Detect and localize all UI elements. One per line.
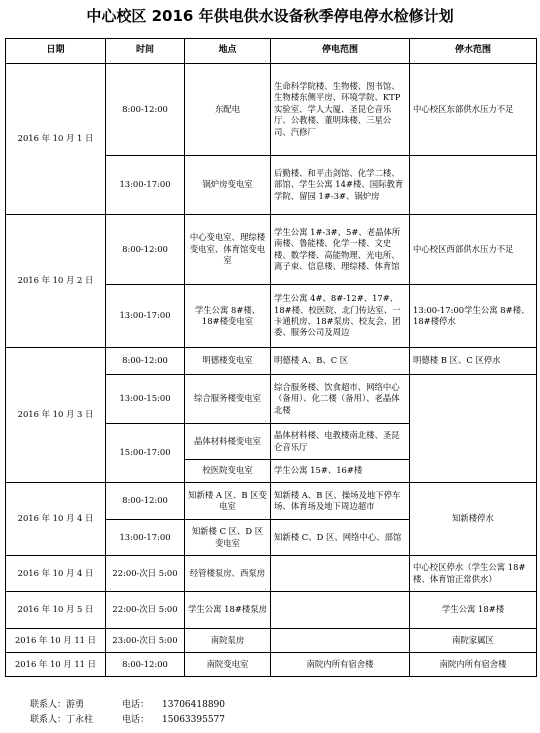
page-title: 中心校区 2016 年供电供水设备秋季停电停水检修计划 [86, 7, 454, 25]
place-cell: 知新楼 A 区、B 区变电室 [185, 483, 271, 520]
power-range-cell: 知新楼 A、B 区、操场及地下停车场、体育场及地下周边超市 [271, 483, 410, 520]
contact-line [30, 698, 225, 713]
date-cell: 2016 年 10 月 3 日 [6, 348, 106, 483]
contact-label: 联系人： [30, 700, 67, 710]
table-row [6, 592, 537, 629]
date-cell: 2016 年 10 月 4 日 [6, 483, 106, 556]
date-cell: 2016 年 10 月 11 日 [6, 629, 106, 653]
time-cell: 23:00-次日 5:00 [106, 629, 185, 653]
place-cell: 南院变电室 [185, 653, 271, 677]
time-cell: 22:00-次日 5:00 [106, 592, 185, 629]
contact-tel-label: 电话： [122, 715, 150, 725]
power-range-cell [271, 592, 410, 629]
column-header-date: 日期 [6, 39, 106, 64]
power-range-cell [271, 629, 410, 653]
water-range-cell: 明德楼 B 区、C 区停水 [410, 348, 537, 375]
place-cell: 东配电 [185, 64, 271, 156]
water-range-cell: 中心校区停水（学生公寓 18#楼、体育馆正常供水） [410, 556, 537, 592]
water-range-cell: 学生公寓 18#楼 [410, 592, 537, 629]
power-range-cell: 综合服务楼、饮食超市、网络中心（备用）、化二楼（备用）、老晶体北楼 [271, 375, 410, 424]
contact-name: 游勇 [66, 700, 85, 710]
time-cell: 8:00-12:00 [106, 653, 185, 677]
time-cell: 13:00-17:00 [106, 285, 185, 348]
time-cell: 13:00-17:00 [106, 520, 185, 556]
table-row [6, 348, 537, 375]
time-cell: 13:00-17:00 [106, 156, 185, 215]
power-range-cell: 学生公寓 15#、16#楼 [271, 460, 410, 483]
column-header-water-range: 停水范围 [410, 39, 537, 64]
water-range-cell [410, 375, 537, 483]
contacts-section [30, 698, 225, 728]
header-row [6, 39, 537, 64]
water-range-cell: 南院内所有宿舍楼 [410, 653, 537, 677]
place-cell: 锅炉房变电室 [185, 156, 271, 215]
column-header-place: 地点 [185, 39, 271, 64]
water-range-cell: 13:00-17:00学生公寓 8#楼、18#楼停水 [410, 285, 537, 348]
table-row [6, 215, 537, 285]
column-header-power-range: 停电范围 [271, 39, 410, 64]
place-cell: 学生公寓 18#楼泵房 [185, 592, 271, 629]
column-header-time: 时间 [106, 39, 185, 64]
time-cell: 8:00-12:00 [106, 348, 185, 375]
time-cell: 8:00-12:00 [106, 483, 185, 520]
contact-label: 联系人： [30, 715, 67, 725]
water-range-cell: 中心校区西部供水压力不足 [410, 215, 537, 285]
time-cell: 22:00-次日 5:00 [106, 556, 185, 592]
contact-tel-label: 电话： [122, 700, 150, 710]
contact-tel: 13706418890 [162, 700, 226, 710]
date-cell: 2016 年 10 月 5 日 [6, 592, 106, 629]
place-cell: 校医院变电室 [185, 460, 271, 483]
time-cell: 8:00-12:00 [106, 215, 185, 285]
water-range-cell: 知新楼停水 [410, 483, 537, 556]
place-cell: 中心变电室、理综楼变电室、体育馆变电室 [185, 215, 271, 285]
place-cell: 经管楼泵房、西泵房 [185, 556, 271, 592]
place-cell: 晶体材料楼变电室 [185, 424, 271, 460]
power-range-cell [271, 556, 410, 592]
water-range-cell: 南院家属区 [410, 629, 537, 653]
date-cell: 2016 年 10 月 11 日 [6, 653, 106, 677]
maintenance-schedule-table [5, 38, 537, 677]
time-cell: 8:00-12:00 [106, 64, 185, 156]
time-cell: 15:00-17:00 [106, 424, 185, 483]
power-range-cell: 晶体材料楼、电教楼南北楼、圣昆仑音乐厅 [271, 424, 410, 460]
contact-name: 丁永柱 [66, 715, 94, 725]
power-range-cell: 生命科学院楼、生物楼、图书馆、生物楼东侧平房、环境学院、KTP 实验室、学人大厦、圣昆仑音乐厅、公教楼、董明珠楼、三星公司、汽修厂 [271, 64, 410, 156]
power-range-cell: 学生公寓 1#-3#、5#、老晶体所南楼、鲁能楼、化学一楼、文史楼、数学楼、高能物理、光电所、离子束、信息楼、理综楼、体育馆 [271, 215, 410, 285]
place-cell: 明德楼变电室 [185, 348, 271, 375]
place-cell: 知新楼 C 区、D 区变电室 [185, 520, 271, 556]
table-row [6, 556, 537, 592]
power-range-cell: 后勤楼、和平击剑馆、化学二楼、部馆、学生公寓 14#楼、国际教育学院、留园 1#-3#、锅炉房 [271, 156, 410, 215]
contact-tel: 15063395577 [162, 715, 226, 725]
date-cell: 2016 年 10 月 4 日 [6, 556, 106, 592]
power-range-cell: 明德楼 A、B、C 区 [271, 348, 410, 375]
table-row [6, 653, 537, 677]
power-range-cell: 知新楼 C、D 区、网络中心、部馆 [271, 520, 410, 556]
contact-line [30, 713, 225, 728]
place-cell: 学生公寓 8#楼、18#楼变电室 [185, 285, 271, 348]
power-range-cell: 学生公寓 4#、8#-12#、17#、18#楼、校医院、北门传达室、一卡通机房、18#泵房、校友会、团委、服务公司及周边 [271, 285, 410, 348]
power-range-cell: 南院内所有宿舍楼 [271, 653, 410, 677]
date-cell: 2016 年 10 月 2 日 [6, 215, 106, 348]
table-row [6, 483, 537, 520]
place-cell: 综合服务楼变电室 [185, 375, 271, 424]
place-cell: 南院泵房 [185, 629, 271, 653]
time-cell: 13:00-15:00 [106, 375, 185, 424]
table-row [6, 64, 537, 156]
date-cell: 2016 年 10 月 1 日 [6, 64, 106, 215]
water-range-cell [410, 156, 537, 215]
table-row [6, 629, 537, 653]
water-range-cell: 中心校区东部供水压力不足 [410, 64, 537, 156]
